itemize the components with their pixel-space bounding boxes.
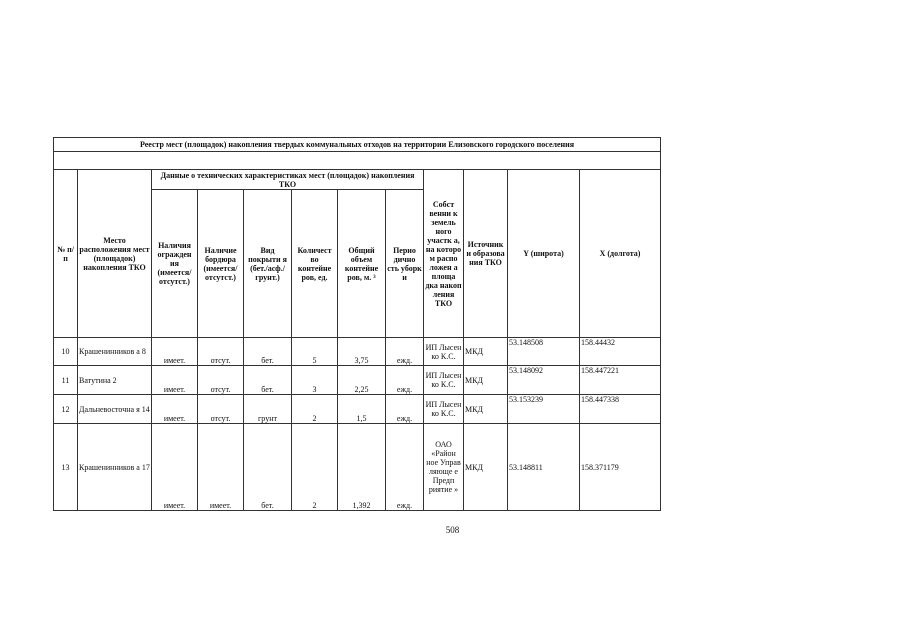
page-number: 508: [445, 525, 460, 535]
header-num: № п/п: [54, 170, 78, 338]
row-cover: грунт: [244, 395, 292, 424]
row-owner: ОАО «Район ное Управ ляюще е Предп риятие »: [424, 424, 464, 511]
row-lon: 158.371179: [580, 424, 661, 511]
row-owner: ИП Лысен ко К.С.: [424, 338, 464, 366]
header-lat: Y (широта): [508, 170, 580, 338]
row-num: 12: [54, 395, 78, 424]
row-owner: ИП Лысен ко К.С.: [424, 395, 464, 424]
row-lon: 158.44432: [580, 338, 661, 366]
row-lat: 53.148092: [508, 366, 580, 395]
row-cover: бет.: [244, 366, 292, 395]
row-volume: 1,392: [338, 424, 386, 511]
row-num: 10: [54, 338, 78, 366]
waste-sites-registry-table: [53, 137, 661, 511]
row-source: МКД: [464, 366, 508, 395]
row-location: Крашенинников а 8: [78, 338, 152, 366]
row-lat: 53.148508: [508, 338, 580, 366]
row-location: Ватутина 2: [78, 366, 152, 395]
row-location: Крашенинников а 17: [78, 424, 152, 511]
row-freq: ежд.: [386, 424, 424, 511]
row-border: отсут.: [198, 395, 244, 424]
row-location: Дальневосточна я 14: [78, 395, 152, 424]
header-owner: Собст венни к земель ного участк а, на которо м распо ложен а площа дка накоп ления ТКО: [424, 170, 464, 338]
row-volume: 2,25: [338, 366, 386, 395]
row-owner: ИП Лысен ко К.С.: [424, 366, 464, 395]
row-border: отсут.: [198, 338, 244, 366]
row-border: имеет.: [198, 424, 244, 511]
header-location: Место расположения мест (площадок) накопления ТКО: [78, 170, 152, 338]
row-volume: 1,5: [338, 395, 386, 424]
header-volume: Общий объем контейне ров, м. ³: [338, 190, 386, 338]
row-freq: ежд.: [386, 338, 424, 366]
table-row: [54, 424, 661, 511]
header-count: Количест во контейне ров, ед.: [292, 190, 338, 338]
row-count: 5: [292, 338, 338, 366]
row-num: 13: [54, 424, 78, 511]
header-tech-group: Данные о технических характеристиках мест (площадок) накопления ТКО: [152, 170, 424, 190]
header-border: Наличие бордюра (имеется/ отсутст.): [198, 190, 244, 338]
table-row: [54, 366, 661, 395]
row-source: МКД: [464, 395, 508, 424]
table-row: [54, 338, 661, 366]
header-lon: X (долгота): [580, 170, 661, 338]
empty-row: [54, 152, 661, 170]
row-fence: имеет.: [152, 338, 198, 366]
row-lon: 158.447221: [580, 366, 661, 395]
row-count: 3: [292, 366, 338, 395]
row-count: 2: [292, 424, 338, 511]
row-num: 11: [54, 366, 78, 395]
row-border: отсут.: [198, 366, 244, 395]
row-cover: бет.: [244, 338, 292, 366]
header-freq: Перио дично сть уборк и: [386, 190, 424, 338]
row-fence: имеет.: [152, 395, 198, 424]
row-lat: 53.148811: [508, 424, 580, 511]
table-row: [54, 395, 661, 424]
row-lon: 158.447338: [580, 395, 661, 424]
row-freq: ежд.: [386, 366, 424, 395]
row-count: 2: [292, 395, 338, 424]
header-fence: Наличия огражден ия (имеется/ отсутст.): [152, 190, 198, 338]
registry-title: Реестр мест (площадок) накопления твердых коммунальных отходов на территории Елизовского городского поселения: [54, 138, 661, 152]
header-cover: Вид покрыти я (бет./асф./ грунт.): [244, 190, 292, 338]
row-volume: 3,75: [338, 338, 386, 366]
row-fence: имеет.: [152, 424, 198, 511]
header-source: Источник и образова ния ТКО: [464, 170, 508, 338]
row-source: МКД: [464, 338, 508, 366]
row-lat: 53.153239: [508, 395, 580, 424]
row-source: МКД: [464, 424, 508, 511]
row-freq: ежд.: [386, 395, 424, 424]
row-cover: бет.: [244, 424, 292, 511]
row-fence: имеет.: [152, 366, 198, 395]
